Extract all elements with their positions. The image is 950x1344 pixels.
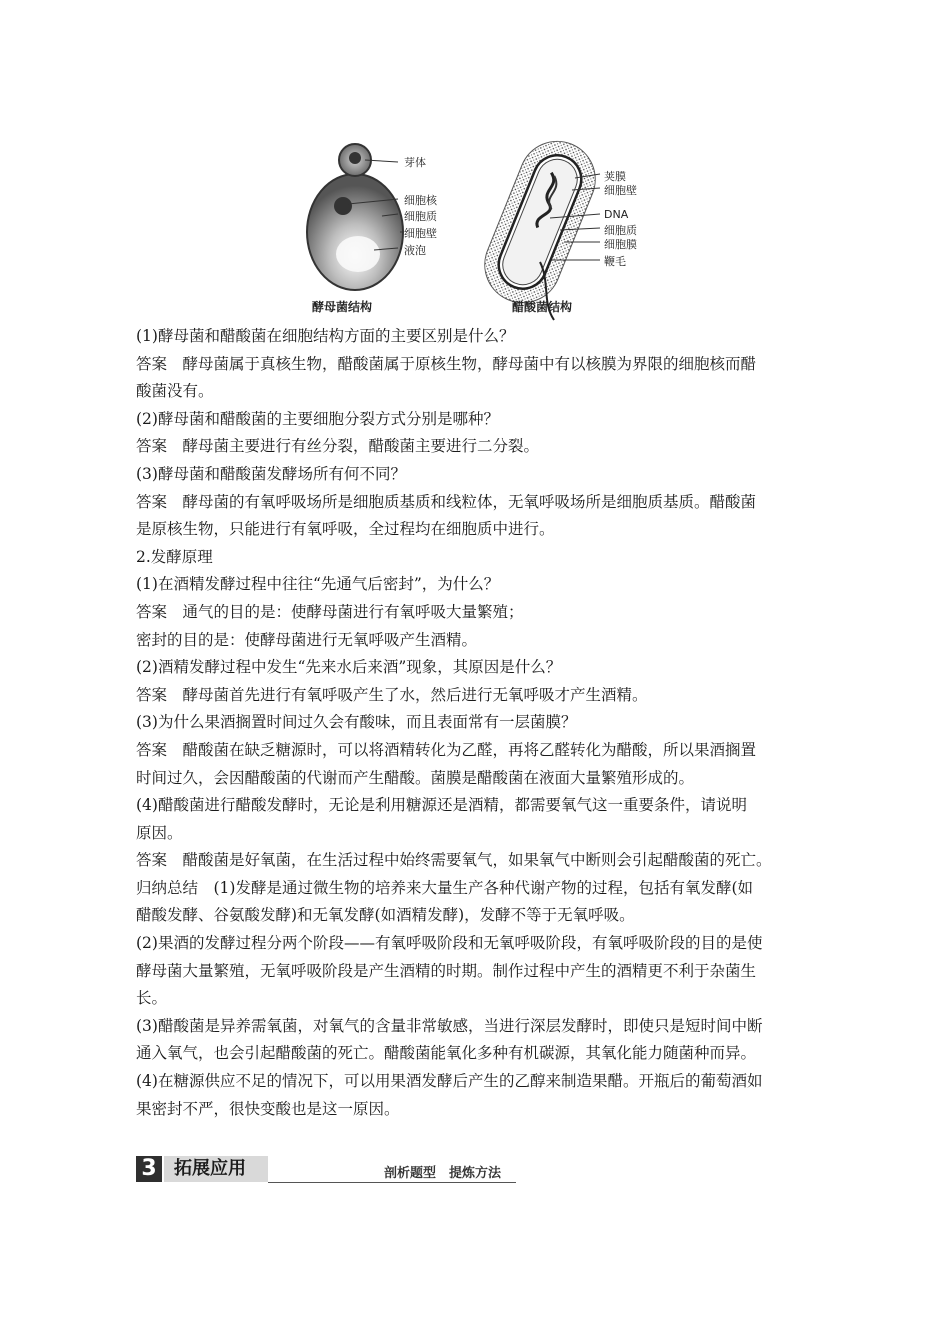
section-subtitle: 剖析题型 提炼方法 — [384, 1166, 502, 1181]
summary-line: 酵母菌大量繁殖，无氧呼吸阶段是产生酒精的时期。制作过程中产生的酒精更不利于杂菌生 — [136, 961, 757, 980]
acetic-acid-bacterium-diagram — [480, 132, 610, 322]
question-line: (1)在酒精发酵过程中往往“先通气后密封”，为什么？ — [136, 575, 500, 594]
question-line: 原因。 — [136, 823, 183, 842]
answer-line: 时间过久，会因醋酸菌的代谢而产生醋酸。菌膜是醋酸菌在液面大量繁殖形成的。 — [136, 768, 695, 787]
summary-line: (2)果酒的发酵过程分两个阶段——有氧呼吸阶段和无氧呼吸阶段，有氧呼吸阶段的目的是使 — [136, 934, 763, 953]
bacterium-label-capsule: 荚膜 — [604, 170, 626, 183]
answer-line: 答案 醋酸菌是好氧菌，在生活过程中始终需要氧气，如果氧气中断则会引起醋酸菌的死亡。 — [136, 851, 772, 870]
bacterium-caption: 醋酸菌结构 — [512, 300, 573, 314]
bacterium-label-flagellum: 鞭毛 — [604, 255, 626, 268]
bacterium-label-cell-wall: 细胞壁 — [604, 184, 637, 197]
answer-line: 答案 酵母菌主要进行有丝分裂，醋酸菌主要进行二分裂。 — [136, 437, 540, 456]
yeast-label-nucleus: 细胞核 — [404, 194, 437, 207]
summary-line: 长。 — [136, 989, 168, 1008]
cell-structure-figure — [290, 132, 670, 322]
summary-line: 醋酸发酵、谷氨酸发酵)和无氧发酵(如酒精发酵)，发酵不等于无氧呼吸。 — [136, 906, 635, 925]
summary-line: 果密封不严，很快变酸也是这一原因。 — [136, 1099, 400, 1118]
question-line: (4)醋酸菌进行醋酸发酵时，无论是利用糖源还是酒精，都需要氧气这一重要条件，请说明 — [136, 796, 747, 815]
summary-line: (4)在糖源供应不足的情况下，可以用果酒发酵后产生的乙醇来制造果醋。开瓶后的葡萄酒如 — [136, 1072, 763, 1091]
section-number: 3 — [136, 1156, 162, 1182]
answer-line: 密封的目的是：使酵母菌进行无氧呼吸产生酒精。 — [136, 630, 478, 649]
answer-line: 答案 通气的目的是：使酵母菌进行有氧呼吸大量繁殖； — [136, 602, 524, 621]
answer-line: 酸菌没有。 — [136, 382, 214, 401]
question-line: (2)酵母菌和醋酸菌的主要细胞分裂方式分别是哪种？ — [136, 409, 499, 428]
answer-line: 答案 酵母菌属于真核生物，醋酸菌属于原核生物，酵母菌中有以核膜为界限的细胞核而醋 — [136, 354, 757, 373]
yeast-label-cytoplasm: 细胞质 — [404, 210, 437, 223]
subheading: 2.发酵原理 — [136, 547, 213, 566]
yeast-label-cell-wall: 细胞壁 — [404, 227, 437, 240]
bacterium-label-dna: DNA — [604, 208, 629, 221]
answer-line: 是原核生物，只能进行有氧呼吸，全过程均在细胞质中进行。 — [136, 520, 555, 539]
section-header — [136, 1154, 516, 1186]
section-divider — [268, 1182, 516, 1183]
yeast-label-vacuole: 液泡 — [404, 244, 426, 257]
question-line: (3)酵母菌和醋酸菌发酵场所有何不同？ — [136, 464, 406, 483]
question-line: (3)为什么果酒搁置时间过久会有酸味，而且表面常有一层菌膜？ — [136, 713, 577, 732]
bacterium-label-cell-membrane: 细胞膜 — [604, 238, 637, 251]
bacterium-label-cytoplasm: 细胞质 — [604, 224, 637, 237]
summary-line: 通入氧气，也会引起醋酸菌的死亡。醋酸菌能氧化多种有机碳源，其氧化能力随菌种而异。 — [136, 1044, 757, 1063]
answer-line: 答案 酵母菌首先进行有氧呼吸产生了水，然后进行无氧呼吸才产生酒精。 — [136, 685, 648, 704]
question-line: (2)酒精发酵过程中发生“先来水后来酒”现象，其原因是什么？ — [136, 658, 562, 677]
section-title: 拓展应用 — [164, 1156, 268, 1182]
summary-line: 归纳总结 (1)发酵是通过微生物的培养来大量生产各种代谢产物的过程，包括有氧发酵(如 — [136, 878, 754, 897]
yeast-label-bud: 芽体 — [404, 156, 426, 169]
answer-line: 答案 酵母菌的有氧呼吸场所是细胞质基质和线粒体，无氧呼吸场所是细胞质基质。醋酸菌 — [136, 492, 757, 511]
body-text — [136, 323, 816, 1123]
summary-line: (3)醋酸菌是异养需氧菌，对氧气的含量非常敏感，当进行深层发酵时，即使只是短时间中断 — [136, 1016, 763, 1035]
question-line: (1)酵母菌和醋酸菌在细胞结构方面的主要区别是什么？ — [136, 327, 515, 345]
answer-line: 答案 醋酸菌在缺乏糖源时，可以将酒精转化为乙醛，再将乙醛转化为醋酸，所以果酒搁置 — [136, 740, 757, 759]
yeast-caption: 酵母菌结构 — [312, 300, 373, 314]
